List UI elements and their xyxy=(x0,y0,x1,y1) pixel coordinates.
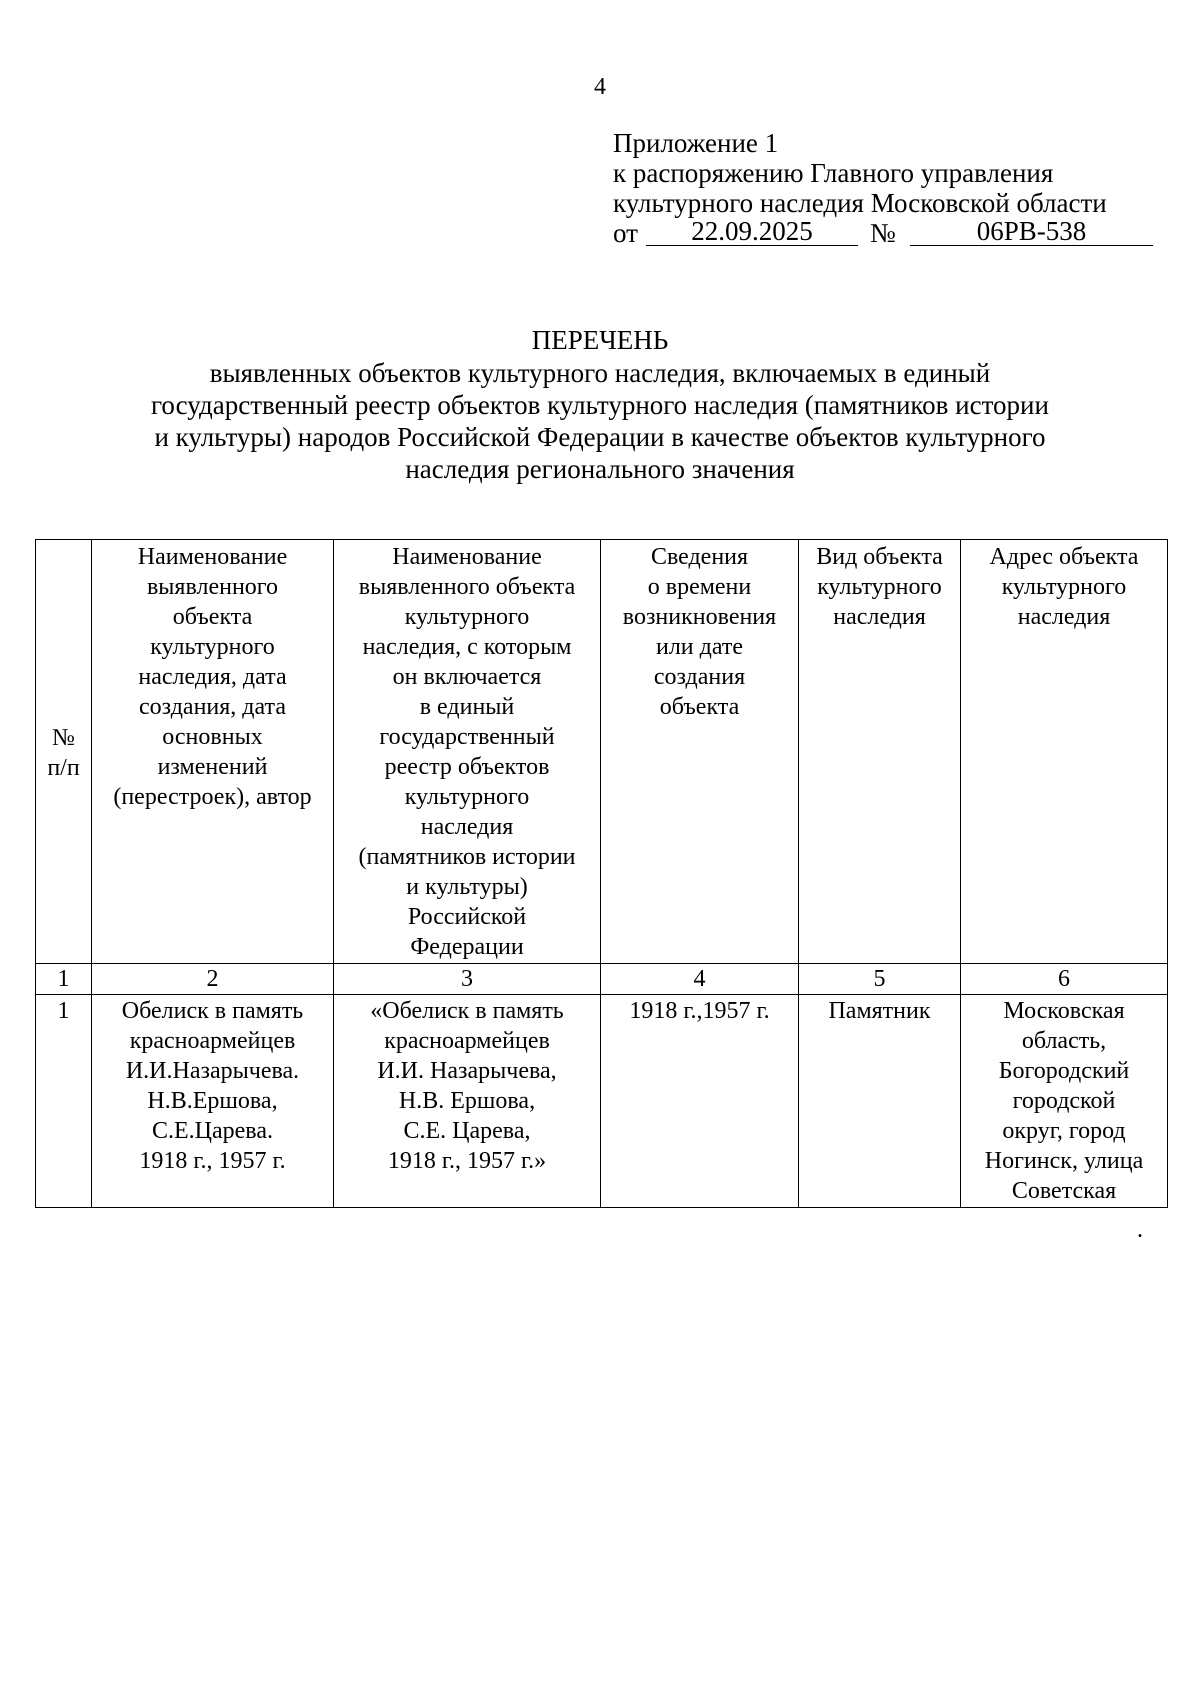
header-register-name: Наименование выявленного объекта культурного наследия, с которым он включается в единый государственный реестр объектов культурного наследия (памятников истории и культуры) Российской Федерации xyxy=(334,540,601,964)
subtitle-line: наследия регионального значения xyxy=(405,454,795,484)
order-number: 06РВ-538 xyxy=(910,218,1153,246)
header-address: Адрес объекта культурного наследия xyxy=(961,540,1168,964)
document-title: ПЕРЕЧЕНЬ xyxy=(531,325,669,355)
subtitle-line: выявленных объектов культурного наследия, включаемых в единый xyxy=(209,358,991,388)
appendix-block xyxy=(613,128,1173,250)
column-number: 5 xyxy=(799,964,961,995)
table-row xyxy=(36,995,1168,1208)
from-label: от xyxy=(613,218,638,248)
table-header-row xyxy=(36,540,1168,964)
header-object-type: Вид объекта культурного наследия xyxy=(799,540,961,964)
page-number: 4 xyxy=(594,74,606,100)
appendix-title: Приложение 1 xyxy=(613,128,779,158)
end-mark: . xyxy=(1137,1217,1143,1243)
cell-object-name: Обелиск в память красноармейцев И.И.Назарычева. Н.В.Ершова, С.Е.Царева. 1918 г., 1957 г. xyxy=(92,995,334,1208)
order-date-number-line xyxy=(613,218,1173,250)
column-number: 2 xyxy=(92,964,334,995)
column-numbers-row xyxy=(36,964,1168,995)
header-creation-date: Сведения о времени возникновения или дате создания объекта xyxy=(601,540,799,964)
heritage-objects-table xyxy=(35,539,1168,1208)
subtitle-line: и культуры) народов Российской Федерации в качестве объектов культурного xyxy=(154,422,1046,452)
header-object-name: Наименование выявленного объекта культурного наследия, дата создания, дата основных изменений (перестроек), автор xyxy=(92,540,334,964)
column-number: 6 xyxy=(961,964,1168,995)
cell-number: 1 xyxy=(36,995,92,1208)
cell-register-name: «Обелиск в память красноармейцев И.И. Назарычева, Н.В. Ершова, С.Е. Царева, 1918 г., 1957 г.» xyxy=(334,995,601,1208)
cell-address: Московская область, Богородский городской округ, город Ногинск, улица Советская xyxy=(961,995,1168,1208)
header-number: № п/п xyxy=(36,540,92,964)
appendix-line-authority: культурного наследия Московской области xyxy=(613,188,1107,218)
subtitle-line: государственный реестр объектов культурного наследия (памятников истории xyxy=(151,390,1049,420)
document-subtitle xyxy=(100,357,1100,485)
cell-object-type: Памятник xyxy=(799,995,961,1208)
number-label: № xyxy=(870,218,896,248)
order-date: 22.09.2025 xyxy=(646,218,858,246)
column-number: 1 xyxy=(36,964,92,995)
column-number: 4 xyxy=(601,964,799,995)
cell-creation-date: 1918 г.,1957 г. xyxy=(601,995,799,1208)
column-number: 3 xyxy=(334,964,601,995)
appendix-line-order: к распоряжению Главного управления xyxy=(613,158,1054,188)
